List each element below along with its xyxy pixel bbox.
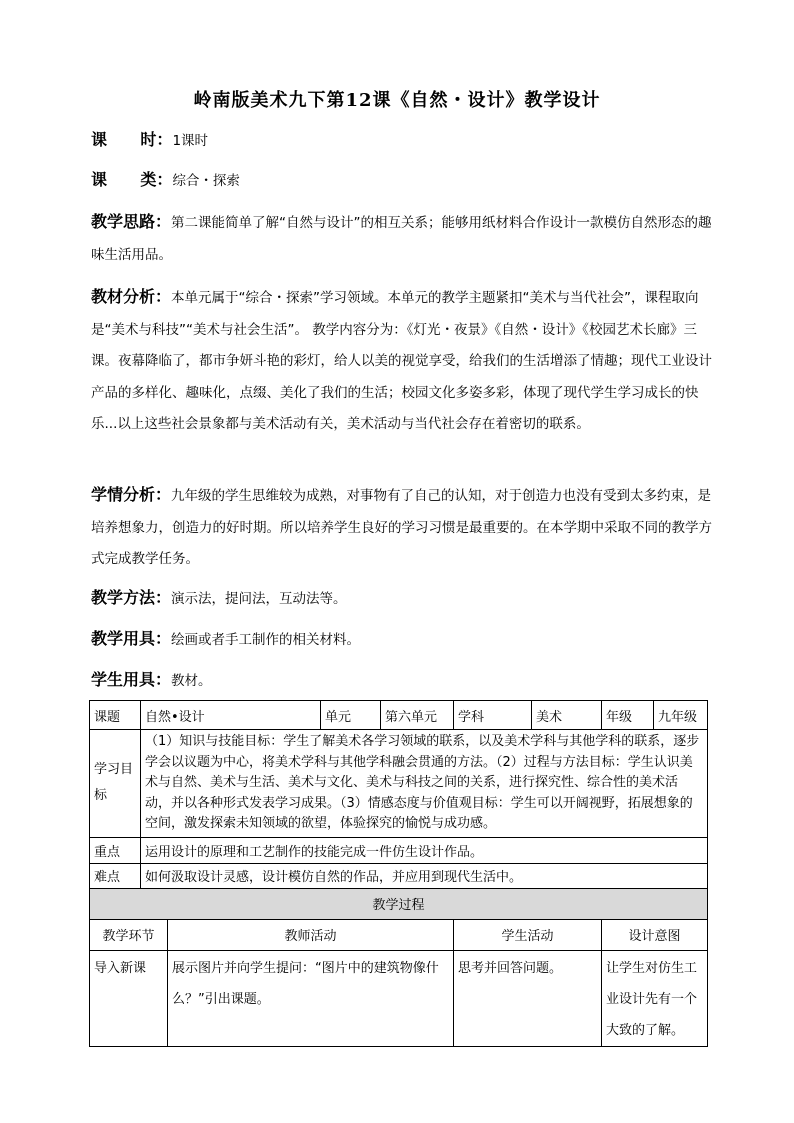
jiaoxue-yongju-text: 绘画或者手工制作的相关材料。	[171, 632, 361, 648]
jiaoxue-silu-section	[91, 206, 716, 271]
table-row	[90, 701, 708, 730]
stage-cell: 导入新课	[90, 950, 168, 1046]
xueqing-fenxi-text: 九年级的学生思维较为成熟，对事物有了自己的认知，对于创造力也没有受到太多约束，是培养想象力，创造力的好时期。所以培养学生良好的学习习惯是最重要的。在本学期中采取不同的教学方式完成教学任务。	[91, 488, 712, 567]
xueqing-fenxi-section	[91, 479, 716, 576]
xuesheng-yongju-text: 教材。	[171, 673, 212, 689]
xuesheng-yongju-section	[91, 664, 716, 698]
teacher-activity-cell: 展示图片并向学生提问：“图片中的建筑物像什么？”引出课题。	[168, 950, 454, 1046]
student-activity-cell: 思考并回答问题。	[454, 950, 602, 1046]
table-row	[90, 888, 708, 919]
nandian-text: 如何汲取设计灵感，设计模仿自然的作品，并应用到现代生活中。	[141, 863, 708, 888]
keti-label: 课题	[90, 701, 141, 730]
jiaoxue-fangfa-label: 教学方法：	[91, 588, 172, 607]
jiaoxue-yongju-label: 教学用具：	[91, 629, 172, 648]
kelei-line	[91, 164, 716, 198]
table-row	[90, 919, 708, 950]
nandian-label: 难点	[90, 863, 141, 888]
keshi-value: 1课时	[172, 133, 209, 149]
xuesheng-yongju-label: 学生用具：	[91, 670, 172, 689]
jiaoxue-silu-text: 第二课能简单了解“自然与设计”的相互关系；能够用纸材料合作设计一款模仿自然形态的趣味生活用品。	[91, 215, 712, 263]
lesson-plan-table	[89, 700, 708, 1047]
table-row	[90, 863, 708, 888]
col-header-student: 学生活动	[454, 919, 602, 950]
keshi-line	[91, 124, 716, 158]
table-row	[90, 950, 708, 1046]
col-header-intent: 设计意图	[602, 919, 708, 950]
danyuan-value: 第六单元	[381, 701, 454, 730]
xueke-label: 学科	[454, 701, 532, 730]
jiaoxue-fangfa-text: 演示法，提问法，互动法等。	[171, 591, 347, 607]
jiaocai-fenxi-section	[91, 281, 716, 441]
jiaoxue-yongju-section	[91, 623, 716, 657]
nianji-value: 九年级	[654, 701, 708, 730]
jiaocai-fenxi-label: 教材分析：	[91, 287, 172, 306]
jiaoxue-silu-label: 教学思路：	[91, 212, 172, 231]
goals-text: （1）知识与技能目标：学生了解美术各学习领域的联系，以及美术学科与其他学科的联系，逐步学会以议题为中心，将美术学科与其他学科融会贯通的方法。（2）过程与方法目标：学生认识美术与自然、美术与生活、美术与文化、美术与科技之间的关系，进行探究性、综合性的美术活动，并以各种形式发表学习成果。（3）情感态度与价值观目标：学生可以开阔视野，拓展想象的空间，激发探索未知领域的欲望，体验探究的愉悦与成功感。	[141, 730, 708, 838]
table-row	[90, 730, 708, 838]
jiaoxue-fangfa-section	[91, 582, 716, 616]
zhongdian-label: 重点	[90, 837, 141, 863]
kelei-value: 综合・探索	[172, 173, 240, 189]
nianji-label: 年级	[602, 701, 654, 730]
process-header: 教学过程	[90, 888, 708, 919]
xueqing-fenxi-label: 学情分析：	[91, 485, 172, 504]
document-title: 岭南版美术九下第12课《自然・设计》教学设计	[193, 90, 601, 111]
col-header-teacher: 教师活动	[168, 919, 454, 950]
goals-label: 学习目标	[90, 730, 141, 838]
table-row	[90, 837, 708, 863]
zhongdian-text: 运用设计的原理和工艺制作的技能完成一件仿生设计作品。	[141, 837, 708, 863]
kelei-label: 课 类：	[91, 170, 173, 189]
design-intent-cell: 让学生对仿生工业设计先有一个大致的了解。	[602, 950, 708, 1046]
col-header-stage: 教学环节	[90, 919, 168, 950]
keshi-label: 课 时：	[91, 130, 173, 149]
danyuan-label: 单元	[321, 701, 381, 730]
xueke-value: 美术	[532, 701, 602, 730]
keti-value: 自然•设计	[141, 701, 321, 730]
jiaocai-fenxi-text: 本单元属于“综合・探索”学习领域。本单元的教学主题紧扣“美术与当代社会”，课程取向是“美术与科技”“美术与社会生活”。 教学内容分为：《灯光・夜景》《自然・设计》《校园艺术长廊》三课。夜幕降临了，都市争妍斗艳的彩灯，给人以美的视觉享受，给我们的生活增添了情趣；现代工业设计产品的多样化、趣味化，点缀、美化了我们的生活；校园文化多姿多彩，体现了现代学生学习成长的快乐...以上这些社会景象都与美术活动有关，美术活动与当代社会存在着密切的联系。	[91, 290, 712, 432]
